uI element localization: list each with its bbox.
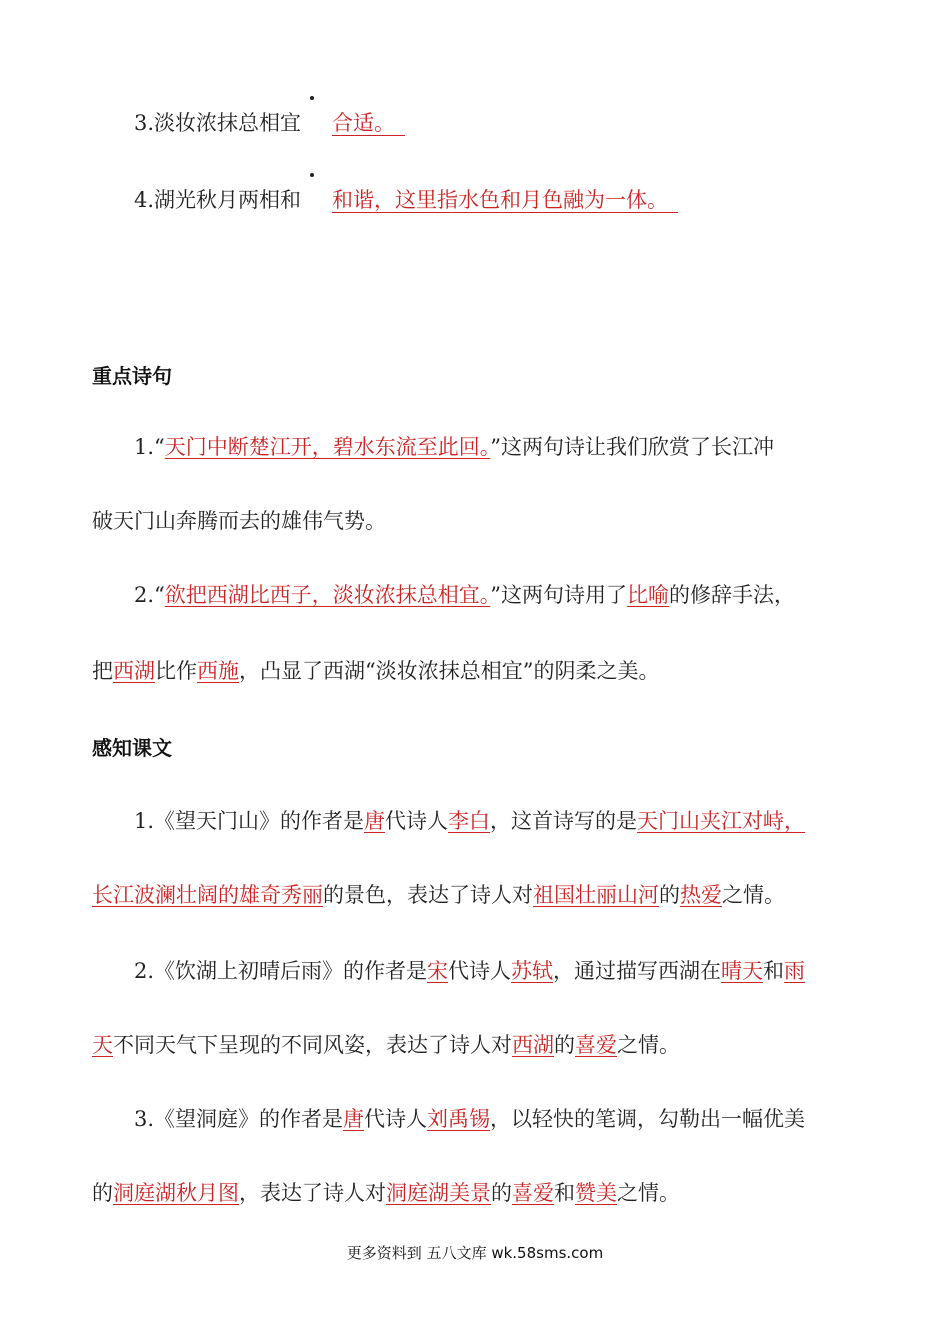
open-quote: “ [154,435,165,459]
answer: 祖国壮丽山河 [533,883,659,907]
text: ，以轻快的笔调，勾勒出一幅优美 [490,1107,806,1131]
answer: 喜爱 [512,1181,554,1205]
vocab-item-3 [134,108,862,138]
section-heading-key-lines: 重点诗句 [92,364,172,388]
item-number: 2. [134,959,155,983]
vocab-term [154,108,332,138]
vocab-item-4 [134,185,862,215]
text: 代诗人 [364,1107,428,1131]
text: 的 [659,883,680,907]
key-line-1-cont [92,506,862,536]
text: 《望天门山》的作者是 [154,809,365,833]
answer: 雨 [784,959,806,983]
text: ，通过描写西湖在 [553,959,722,983]
item-number: 2. [134,583,155,607]
term-text: 湖光秋月两相和 [154,188,302,212]
answer: 西湖 [512,1033,554,1057]
text: 的 [491,1181,512,1205]
answer: 长江波澜壮阔的雄奇秀丽 [92,883,323,907]
text: 这两句诗用了 [501,583,628,607]
answer: 西施 [197,659,239,683]
answer: 比喻 [627,583,670,607]
answer: 欲把西湖比西子，淡妆浓抹总相宜。 [164,583,491,607]
vocab-term [154,185,332,215]
text: 和 [554,1181,575,1205]
item-number: 1. [134,809,155,833]
answer: 赞美 [575,1181,617,1205]
answer: 刘禹锡 [427,1107,491,1131]
text: 的 [554,1033,575,1057]
overview-2 [134,956,862,986]
text: 的修辞手法， [669,583,796,607]
emphasis-dot [310,173,314,177]
answer: 天门山夹江对峙， [637,809,806,833]
answer: 李白 [448,809,491,833]
text: 代诗人 [385,809,449,833]
answer: 晴天 [721,959,764,983]
section-heading-text-overview: 感知课文 [92,736,172,760]
open-quote: “ [154,583,165,607]
overview-2-cont [92,1030,862,1060]
answer: 西湖 [113,659,155,683]
text: 这两句诗让我们欣赏了长江冲 [501,435,775,459]
text: 不同天气下呈现的不同风姿，表达了诗人对 [113,1033,512,1057]
close-quote: ” [490,583,502,607]
text: 之情。 [617,1181,680,1205]
text: 的 [92,1181,113,1205]
text: 把 [92,659,113,683]
overview-1-cont [92,880,862,910]
answer: 唐 [343,1107,365,1131]
text: 和 [763,959,785,983]
key-line-2 [134,580,862,610]
term-text: 淡妆浓抹总相宜 [154,111,302,135]
emphasis-dot [310,96,314,100]
text: 《望洞庭》的作者是 [154,1107,344,1131]
answer: 洞庭湖秋月图 [113,1181,239,1205]
overview-3 [134,1104,862,1134]
text: 《饮湖上初晴后雨》的作者是 [154,959,428,983]
text: ，这首诗写的是 [490,809,638,833]
text: 比作 [155,659,197,683]
text: 之情。 [722,883,785,907]
text: 之情。 [617,1033,680,1057]
answer: 喜爱 [575,1033,617,1057]
answer: 宋 [427,959,449,983]
overview-3-cont [92,1178,862,1208]
page-footer: 更多资料到 五八文库 wk.58sms.com [346,1244,604,1262]
answer: 热爱 [680,883,722,907]
answer: 苏轼 [511,959,554,983]
text: 破天门山奔腾而去的雄伟气势。 [92,509,386,533]
item-number: 3. [134,1107,155,1131]
vocab-answer: 和谐，这里指水色和月色融为一体。 [332,188,678,213]
overview-1 [134,806,862,836]
text: ，凸显了西湖“淡妆浓抹总相宜”的阴柔之美。 [239,659,660,683]
text: ，表达了诗人对 [239,1181,386,1205]
key-line-1 [134,432,862,462]
item-number: 1. [134,435,155,459]
text: 的景色，表达了诗人对 [323,883,533,907]
answer: 天门中断楚江开，碧水东流至此回。 [164,435,491,459]
answer: 天 [92,1033,113,1057]
text: 代诗人 [448,959,512,983]
close-quote: ” [490,435,502,459]
vocab-answer: 合适。 [332,111,405,136]
answer: 洞庭湖美景 [386,1181,491,1205]
answer: 唐 [364,809,386,833]
item-number: 3. [134,111,155,135]
key-line-2-cont [92,656,862,686]
item-number: 4. [134,188,155,212]
